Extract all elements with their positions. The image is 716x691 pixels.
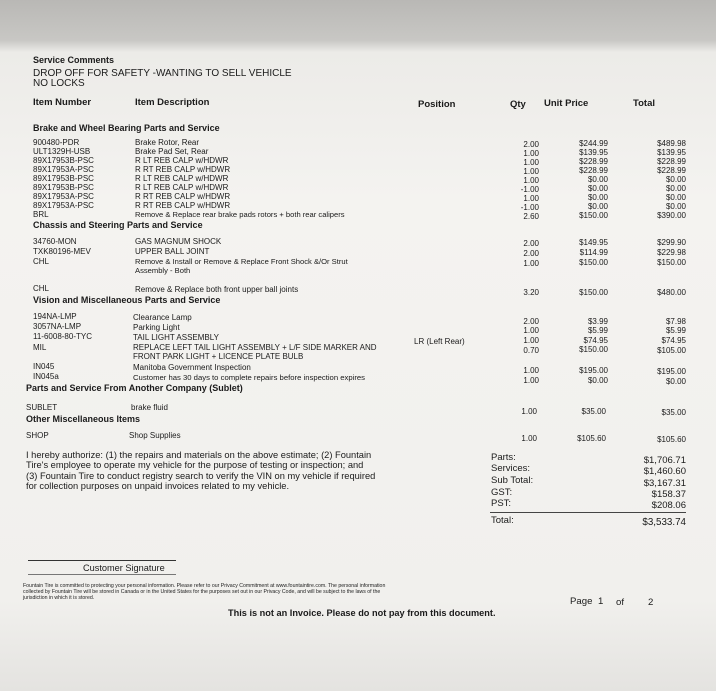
service-comment-line: DROP OFF FOR SAFETY -WANTING TO SELL VEHICLE — [33, 68, 292, 79]
item-unit-price: $195.00 — [579, 366, 608, 375]
item-qty: 1.00 — [523, 158, 539, 167]
item-qty: 1.00 — [521, 434, 537, 443]
item-description: Customer has 30 days to complete repairs before inspection expires — [133, 373, 366, 382]
item-description: R RT REB CALP w/HDWR — [135, 165, 231, 174]
item-description: UPPER BALL JOINT — [135, 247, 210, 256]
item-total: $489.98 — [657, 139, 686, 148]
item-qty: 3.20 — [523, 288, 539, 297]
item-description: R RT REB CALP w/HDWR — [135, 201, 231, 210]
item-description: R LT REB CALP w/HDWR — [135, 156, 229, 165]
item-unit-price: $105.60 — [577, 434, 606, 443]
page-current: 1 — [598, 596, 604, 607]
privacy-line: Fountain Tire is committed to protecting your personal information. Please refer to our Privacy Commitment at www.fountaintire.com. The personal information — [23, 583, 386, 589]
item-total: $0.00 — [665, 377, 686, 386]
item-unit-price: $228.99 — [579, 157, 608, 166]
item-description: Remove & Install or Remove & Replace Front Shock &/Or Strut — [135, 257, 348, 266]
item-description: TAIL LIGHT ASSEMBLY — [133, 333, 219, 342]
item-position: LR (Left Rear) — [414, 337, 465, 346]
totals-label-parts: Parts: — [491, 452, 516, 463]
item-number: 89X17953A-PSC — [33, 201, 94, 210]
item-description: R LT REB CALP w/HDWR — [135, 183, 229, 192]
page-of: of — [616, 597, 625, 608]
item-number: 194NA-LMP — [33, 312, 77, 321]
totals-value-pst: $208.06 — [651, 500, 686, 511]
item-description: GAS MAGNUM SHOCK — [135, 237, 222, 246]
item-description: Manitoba Government Inspection — [133, 363, 251, 372]
item-total: $74.95 — [661, 336, 686, 345]
page-label: Page — [570, 596, 593, 607]
item-unit-price: $0.00 — [587, 376, 608, 385]
item-number: 34760-MON — [33, 237, 77, 246]
item-number: SUBLET — [26, 403, 58, 412]
service-comment-line: NO LOCKS — [33, 78, 85, 89]
item-unit-price: $114.99 — [579, 248, 608, 257]
section-title: Chassis and Steering Parts and Service — [33, 220, 203, 230]
item-qty: 2.00 — [523, 239, 539, 248]
item-description: Remove & Replace rear brake pads rotors + both rear calipers — [135, 210, 345, 219]
item-qty: 1.00 — [521, 407, 537, 416]
totals-value-subtotal: $3,167.31 — [643, 478, 686, 489]
item-description: brake fluid — [131, 403, 168, 412]
item-unit-price: $0.00 — [587, 175, 608, 184]
item-number: ULT1329H-USB — [33, 147, 91, 156]
item-description: Parking Light — [133, 323, 180, 332]
item-total: $0.00 — [665, 175, 686, 184]
item-number: CHL — [33, 284, 50, 293]
item-total: $229.98 — [657, 248, 686, 257]
item-number: 89X17953B-PSC — [33, 183, 94, 192]
signature-line — [28, 560, 176, 561]
item-total: $390.00 — [657, 211, 686, 220]
item-unit-price: $0.00 — [587, 184, 608, 193]
section-title: Vision and Miscellaneous Parts and Service — [33, 295, 221, 305]
item-total: $35.00 — [661, 408, 686, 417]
customer-signature-label: Customer Signature — [83, 563, 165, 573]
item-total: $195.00 — [657, 367, 686, 376]
item-total: $0.00 — [665, 184, 686, 193]
item-unit-price: $149.95 — [579, 238, 608, 247]
totals-label-subtotal: Sub Total: — [491, 475, 534, 486]
totals-label-gst: GST: — [491, 487, 513, 498]
totals-divider — [490, 512, 686, 513]
privacy-line: jurisdiction in which it is stored. — [23, 594, 95, 601]
item-number: 89X17953B-PSC — [33, 156, 94, 165]
totals-label-total: Total: — [491, 515, 514, 526]
authorization-line: I hereby authorize: (1) the repairs and materials on the above estimate; (2) Fountain — [26, 450, 372, 460]
service-comments-heading: Service Comments — [33, 55, 115, 65]
privacy-notice — [23, 584, 385, 601]
item-number: IN045a — [33, 372, 59, 381]
column-header-qty: Qty — [510, 99, 526, 110]
item-qty: 2.00 — [523, 317, 539, 326]
column-header-position: Position — [418, 99, 456, 110]
item-unit-price: $150.00 — [579, 345, 608, 354]
not-invoice-notice: This is not an Invoice. Please do not pay from this document. — [228, 608, 496, 618]
totals-label-pst: PST: — [491, 498, 512, 509]
page-total: 2 — [648, 597, 654, 608]
item-qty: 1.00 — [523, 167, 539, 176]
totals-value-parts: $1,706.71 — [643, 455, 686, 466]
item-unit-price: $3.99 — [587, 317, 608, 326]
item-unit-price: $150.00 — [579, 211, 608, 220]
item-qty: 2.60 — [523, 212, 539, 221]
item-qty: 2.00 — [523, 140, 539, 149]
item-qty: 1.00 — [523, 259, 539, 268]
section-title: Parts and Service From Another Company (Sublet) — [26, 383, 243, 393]
item-number: CHL — [33, 257, 50, 266]
item-number: BRL — [33, 210, 49, 219]
item-number: IN045 — [33, 362, 55, 371]
item-number: TXK80196-MEV — [33, 247, 91, 256]
item-unit-price: $244.99 — [579, 139, 608, 148]
item-description-continued: FRONT PARK LIGHT + LICENCE PLATE BULB — [133, 352, 304, 361]
item-total: $105.60 — [657, 435, 686, 444]
item-description: Brake Rotor, Rear — [135, 138, 200, 147]
item-number: MIL — [33, 343, 47, 352]
item-description: R LT REB CALP w/HDWR — [135, 174, 229, 183]
section-title: Brake and Wheel Bearing Parts and Service — [33, 123, 220, 133]
column-header-unit-price: Unit Price — [544, 98, 589, 109]
estimate-document — [14, 50, 700, 690]
privacy-line: collected by Fountain Tire will be stored in Canada or in the United States for the purposes set out in our Privacy Code, and will be subject to the laws of the — [23, 588, 381, 595]
item-unit-price: $139.95 — [579, 148, 608, 157]
item-total: $7.98 — [665, 317, 686, 326]
item-qty: 1.00 — [523, 149, 539, 158]
item-number: 3057NA-LMP — [33, 322, 82, 331]
item-qty: 1.00 — [523, 336, 539, 345]
item-unit-price: $74.95 — [583, 336, 608, 345]
item-qty: 0.70 — [523, 346, 539, 355]
section-title: Other Miscellaneous Items — [26, 414, 141, 424]
item-description: Shop Supplies — [129, 431, 181, 440]
item-qty: 1.00 — [523, 376, 539, 385]
totals-value-services: $1,460.60 — [643, 466, 686, 477]
item-qty: 1.00 — [523, 326, 539, 335]
item-total: $105.00 — [657, 346, 686, 355]
item-qty: 2.00 — [523, 249, 539, 258]
item-qty: -1.00 — [520, 203, 539, 212]
item-description: Clearance Lamp — [133, 313, 192, 322]
authorization-line: Tire's employee to operate my vehicle for the purpose of testing or inspection; and — [26, 460, 364, 471]
item-unit-price: $150.00 — [579, 258, 608, 267]
item-description: R RT REB CALP w/HDWR — [135, 192, 231, 201]
item-number: 89X17953B-PSC — [33, 174, 94, 183]
totals-label-services: Services: — [491, 463, 531, 474]
item-qty: 1.00 — [523, 176, 539, 185]
item-total: $139.95 — [657, 148, 686, 157]
item-description: REPLACE LEFT TAIL LIGHT ASSEMBLY + L/F SIDE MARKER AND — [133, 343, 377, 352]
item-total: $228.99 — [657, 157, 686, 166]
item-unit-price: $0.00 — [587, 202, 608, 211]
item-total: $0.00 — [665, 193, 686, 202]
column-header-item-description: Item Description — [135, 97, 210, 108]
item-total: $299.90 — [657, 238, 686, 247]
item-unit-price: $35.00 — [581, 407, 606, 416]
item-total: $0.00 — [665, 202, 686, 211]
item-description: Remove & Replace both front upper ball joints — [135, 285, 299, 294]
item-unit-price: $5.99 — [587, 326, 608, 335]
item-qty: 1.00 — [523, 366, 539, 375]
item-total: $480.00 — [657, 288, 686, 297]
totals-value-gst: $158.37 — [651, 489, 686, 500]
item-number: 89X17953A-PSC — [33, 165, 94, 174]
item-unit-price: $0.00 — [587, 193, 608, 202]
item-number: 11-6008-80-TYC — [33, 332, 92, 341]
authorization-line: for collection purposes on unpaid invoices related to my vehicle. — [26, 480, 290, 491]
totals-value-total: $3,533.74 — [642, 517, 686, 528]
item-number: 900480-PDR — [33, 138, 80, 147]
item-qty: 1.00 — [523, 194, 539, 203]
item-unit-price: $228.99 — [579, 166, 608, 175]
signature-underline — [28, 574, 176, 575]
item-total: $150.00 — [657, 258, 686, 267]
item-number: SHOP — [26, 431, 49, 440]
item-description-continued: Assembly - Both — [135, 266, 191, 275]
item-total: $228.99 — [657, 166, 686, 175]
authorization-line: (3) Fountain Tire to conduct registry search to verify the VIN on my vehicle if required — [26, 470, 376, 481]
item-qty: -1.00 — [520, 185, 539, 194]
column-header-total: Total — [633, 98, 655, 109]
authorization-text — [26, 450, 375, 491]
item-description: Brake Pad Set, Rear — [135, 147, 209, 156]
item-total: $5.99 — [665, 326, 686, 335]
column-header-item-number: Item Number — [33, 97, 92, 108]
item-number: 89X17953A-PSC — [33, 192, 94, 201]
item-unit-price: $150.00 — [579, 288, 608, 297]
